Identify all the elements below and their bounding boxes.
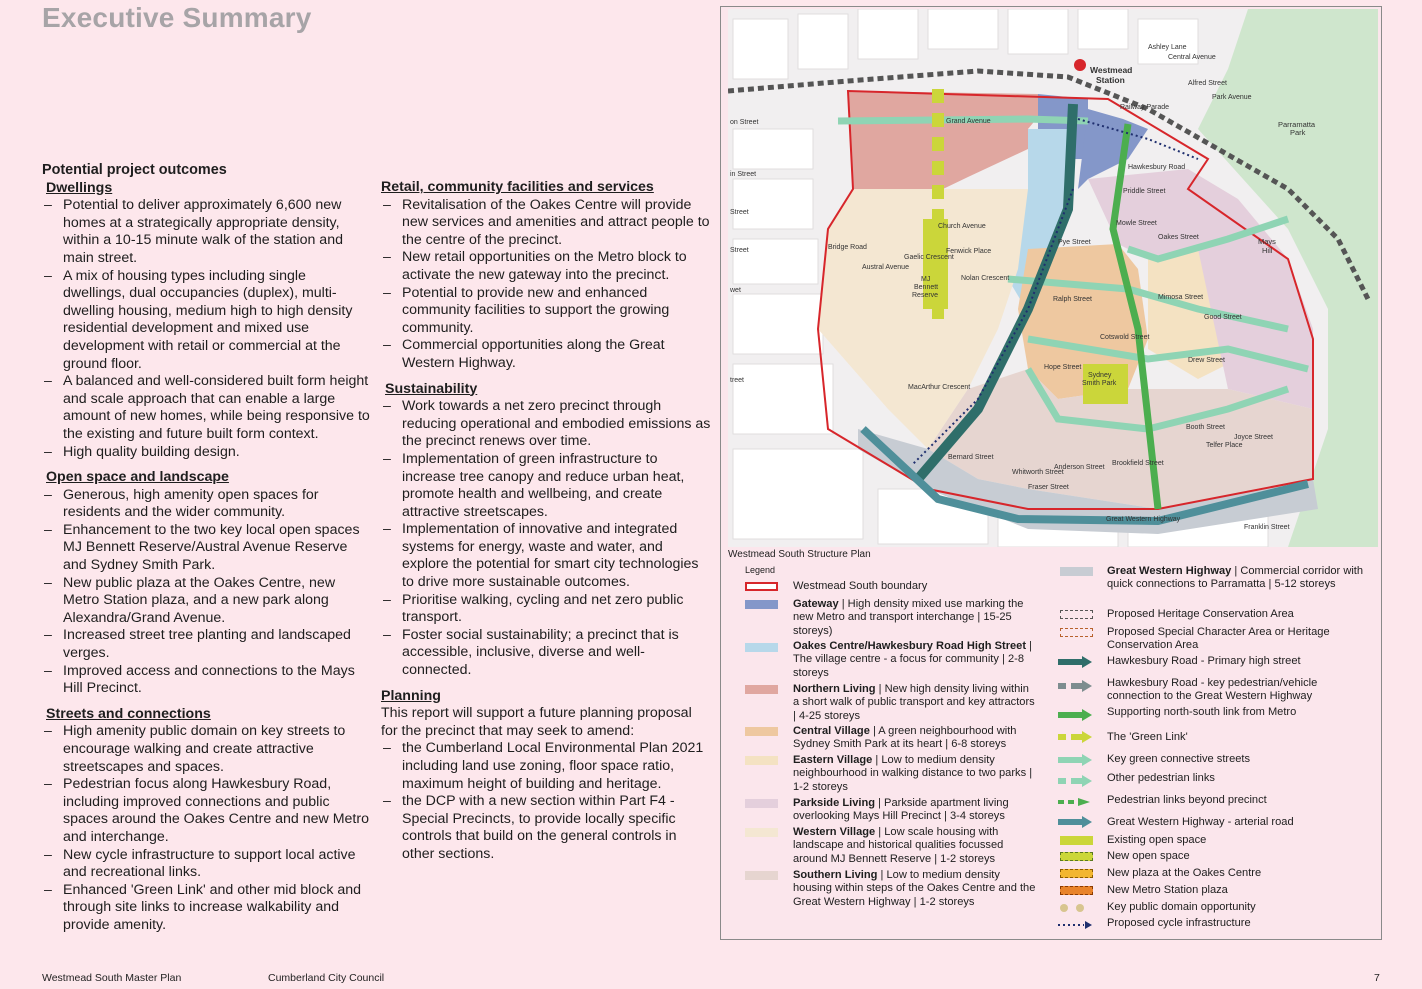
street-label: Fenwick Place — [946, 248, 992, 255]
street-label: Grand Avenue — [946, 118, 991, 125]
central-swatch — [745, 727, 778, 736]
street-label: Fraser Street — [1028, 484, 1069, 491]
streets-section — [42, 706, 372, 935]
map-svg — [728, 9, 1378, 547]
street-label: MacArthur Crescent — [908, 384, 971, 391]
street-label: Pye Street — [1058, 239, 1091, 246]
list-item: – A balanced and well-considered built form height and scale approach that can enable a large amount of new homes, while being responsive to the existing and future built form context. — [42, 373, 372, 443]
retail-list — [381, 197, 711, 373]
street-label: Good Street — [1204, 314, 1242, 321]
sustainability-heading: Sustainability — [385, 380, 478, 397]
park-label: Reserve — [912, 292, 939, 299]
park-label: Bennett — [914, 284, 939, 291]
legend-item: Hawkesbury Road - Primary high street — [1107, 655, 1301, 667]
southern-swatch — [745, 871, 778, 880]
list-item: – Foster social sustainability; a precinct that is accessible, inclusive, diverse and well-connected. — [381, 627, 711, 680]
street-label: treet — [730, 377, 745, 384]
street-label: Brookfield Street — [1112, 460, 1164, 467]
beyond-precinct-arrow-icon — [1058, 796, 1094, 808]
key-connection-arrow-icon — [1058, 680, 1094, 692]
street-label: Ralph Street — [1053, 296, 1092, 303]
list-item: – Pedestrian focus along Hawkesbury Road, including improved connections and public spaces around the Oakes Centre and new Metro and interchange. — [42, 776, 372, 846]
street-label: Priddle Street — [1123, 188, 1166, 195]
street-label: in Street — [730, 171, 757, 178]
park-label: Parramatta — [1278, 120, 1316, 129]
primary-street-arrow-icon — [1058, 656, 1094, 668]
planning-intro: This report will support a future planning proposal for the precinct that may seek to amend: — [381, 705, 692, 739]
street-label: Oakes Street — [1158, 234, 1199, 241]
legend-item: Western Village | Low scale housing with landscape and historical qualities focussed around MJ Bennett Reserve | 1-2 storeys — [793, 826, 1004, 865]
page-number: 7 — [1374, 972, 1380, 984]
street-label: Cotswold Street — [1100, 334, 1150, 341]
left-column — [42, 162, 372, 943]
street-label: Joyce Street — [1234, 434, 1273, 441]
dwellings-list — [42, 197, 372, 461]
list-item: – New public plaza at the Oakes Centre, new Metro Station plaza, and a new park along Alexandra/Grand Avenue. — [42, 575, 372, 628]
planning-section — [381, 688, 711, 864]
streets-heading: Streets and connections — [46, 705, 211, 722]
green-street-arrow-icon — [1058, 754, 1094, 766]
street-label: Booth Street — [1186, 424, 1225, 431]
street-label: Mimosa Street — [1158, 294, 1204, 301]
gwh-swatch — [1060, 567, 1093, 576]
arterial-road-arrow-icon — [1058, 816, 1094, 828]
street-label: Alfred Street — [1188, 80, 1227, 87]
legend-item: Oakes Centre/Hawkesbury Road High Street | The village centre - a focus for community | 2-8 storeys — [793, 640, 1033, 679]
legend-item: Proposed cycle infrastructure — [1107, 917, 1251, 929]
legend-item: Great Western Highway - arterial road — [1107, 816, 1294, 828]
legend-item: Proposed Special Character Area or Heritage Conservation Area — [1107, 626, 1330, 652]
list-item: – High amenity public domain on key streets to encourage walking and create attractive streetscapes and spaces. — [42, 723, 372, 776]
streets-list — [42, 723, 372, 934]
list-item: – the Cumberland Local Environmental Plan 2021 including land use zoning, floor space ratio, maximum height of building and heritage. — [381, 740, 711, 793]
street-label: Street — [730, 209, 749, 216]
street-label: Central Avenue — [1168, 54, 1216, 61]
street-label: Anderson Street — [1054, 464, 1105, 471]
north-south-arrow-icon — [1058, 709, 1094, 721]
list-item: – Revitalisation of the Oakes Centre will provide new services and amenities and attract people to the centre of the precinct. — [381, 197, 711, 250]
street-label: Great Western Highway — [1106, 516, 1181, 523]
suburb-label: Hill — [1262, 246, 1273, 255]
cycle-route-icon — [1058, 919, 1094, 931]
legend-item: Central Village | A green neighbourhood with Sydney Smith Park at its heart | 6-8 storeys — [793, 725, 1017, 751]
list-item: – Potential to provide new and enhanced community facilities to support the growing community. — [381, 285, 711, 338]
heritage-swatch — [1060, 610, 1093, 619]
list-item: – Generous, high amenity open spaces for residents and the wider community. — [42, 487, 372, 522]
street-label: Park Avenue — [1212, 94, 1252, 101]
legend-item: Supporting north-south link from Metro — [1107, 706, 1297, 718]
station-label: Westmead — [1090, 65, 1133, 75]
sustainability-list — [381, 398, 711, 680]
dwellings-heading: Dwellings — [46, 179, 113, 196]
legend-item: Key public domain opportunity — [1107, 901, 1256, 913]
park-label: MJ — [921, 276, 931, 283]
suburb-label: Mays — [1258, 237, 1276, 246]
green-link-arrow-icon — [1058, 731, 1094, 743]
legend-item: Eastern Village | Low to medium density neighbourhood in walking distance to two parks | 1-2 storeys — [793, 754, 1033, 793]
retail-section — [381, 179, 711, 373]
map-caption: Westmead South Structure Plan — [728, 549, 871, 560]
street-label: Whitworth Street — [1012, 469, 1064, 476]
street-label: on Street — [730, 119, 759, 126]
list-item: – New cycle infrastructure to support local active and recreational links. — [42, 847, 372, 882]
western-swatch — [745, 828, 778, 837]
eastern-swatch — [745, 756, 778, 765]
planning-heading: Planning — [381, 687, 441, 704]
legend-item: Hawkesbury Road - key pedestrian/vehicle connection to the Great Western Highway — [1107, 677, 1318, 703]
list-item: – Work towards a net zero precinct through reducing operational and embodied emissions as the precinct renews over time. — [381, 398, 711, 451]
street-label: Drew Street — [1188, 357, 1225, 364]
list-item: – Implementation of green infrastructure to increase tree canopy and reduce urban heat, promote health and wellbeing, and create attractive streetscapes. — [381, 451, 711, 521]
list-item: – Increased street tree planting and landscaped verges. — [42, 627, 372, 662]
street-label: Gaelic Crescent — [904, 254, 954, 261]
open-space-heading: Open space and landscape — [46, 469, 229, 486]
pedestrian-link-arrow-icon — [1058, 775, 1094, 787]
street-label: Franklin Street — [1244, 524, 1290, 531]
legend-item: New Metro Station plaza — [1107, 884, 1228, 896]
outcomes-heading: Potential project outcomes — [42, 162, 227, 178]
street-label: Austral Avenue — [862, 264, 909, 271]
street-label: Hope Street — [1044, 364, 1082, 371]
legend-item: Gateway | High density mixed use marking the new Metro and transport interchange | 15-25 storeys) — [793, 598, 1024, 637]
metro-plaza-swatch — [1060, 886, 1093, 895]
sustainability-section — [381, 381, 711, 680]
legend-item: Westmead South boundary — [793, 580, 928, 592]
list-item: – High quality building design. — [42, 444, 372, 462]
legend-item: Other pedestrian links — [1107, 772, 1215, 784]
list-item: – Potential to deliver approximately 6,600 new homes at a strategically appropriate density, within a 10-15 minute walk of the station and main street. — [42, 197, 372, 267]
retail-heading: Retail, community facilities and services — [381, 179, 654, 195]
park-label: Smith Park — [1082, 380, 1117, 387]
open-space-list — [42, 487, 372, 698]
legend-item: Existing open space — [1107, 834, 1207, 846]
northern-swatch — [745, 685, 778, 694]
legend-item: Proposed Heritage Conservation Area — [1107, 608, 1294, 620]
legend-item: New open space — [1107, 850, 1190, 862]
list-item: – Improved access and connections to the Mays Hill Precinct. — [42, 663, 372, 698]
list-item: – Enhancement to the two key local open spaces MJ Bennett Reserve/Austral Avenue Reserve and Sydney Smith Park. — [42, 522, 372, 575]
character-area-swatch — [1060, 628, 1093, 637]
new-open-space-swatch — [1060, 852, 1093, 861]
planning-list — [381, 740, 711, 863]
street-label: Nolan Crescent — [961, 275, 1010, 282]
footer-document-name: Westmead South Master Plan — [42, 972, 182, 984]
legend-item: Great Western Highway | Commercial corridor with quick connections to Parramatta | 5-12 storeys — [1107, 565, 1364, 591]
parkside-swatch — [745, 799, 778, 808]
street-label: Church Avenue — [938, 223, 986, 230]
footer-council-name: Cumberland City Council — [268, 972, 385, 984]
legend-item: New plaza at the Oakes Centre — [1107, 867, 1262, 879]
street-label: wet — [730, 287, 741, 294]
list-item: – Prioritise walking, cycling and net zero public transport. — [381, 592, 711, 627]
legend-item: Northern Living | New high density living within a short walk of public transport and key attractors | 4-25 storeys — [793, 683, 1035, 722]
street-label: Railway Parade — [1120, 104, 1170, 111]
station-label: Station — [1096, 75, 1125, 85]
legend-item: Parkside Living | Parkside apartment living overlooking Mays Hill Precinct | 3-4 storeys — [793, 797, 1009, 823]
middle-column — [381, 179, 711, 872]
street-label: Telfer Place — [1206, 442, 1243, 449]
open-space-section — [42, 469, 372, 698]
park-label: Park — [1290, 128, 1306, 137]
boundary-swatch — [745, 582, 778, 591]
legend-item: Pedestrian links beyond precinct — [1107, 794, 1267, 806]
list-item: – New retail opportunities on the Metro block to activate the new gateway into the precinct. — [381, 249, 711, 284]
oakes-plaza-swatch — [1060, 869, 1093, 878]
park-label: Sydney — [1088, 372, 1112, 379]
street-label: Hawkesbury Road — [1128, 164, 1186, 171]
gateway-swatch — [745, 600, 778, 609]
street-label: Bridge Road — [828, 244, 867, 251]
dwellings-section — [42, 180, 372, 462]
list-item: – Enhanced 'Green Link' and other mid block and through site links to increase walkability and provide amenity. — [42, 882, 372, 935]
legend-item: Southern Living | Low to medium density housing within steps of the Oakes Centre and the Great Western Highway | 1-2 storeys — [793, 869, 1036, 908]
legend-item: Key green connective streets — [1107, 753, 1251, 765]
existing-open-space-swatch — [1060, 836, 1093, 845]
street-label: Street — [730, 247, 749, 254]
list-item: – Commercial opportunities along the Great Western Highway. — [381, 337, 711, 372]
page-title: Executive Summary — [42, 2, 312, 33]
street-label: Mowle Street — [1116, 220, 1157, 227]
public-domain-dots-icon — [1058, 902, 1094, 914]
list-item: – Implementation of innovative and integrated systems for energy, waste and water, and explore the potential for smart city technologies to drive more sustainable outcomes. — [381, 521, 711, 591]
street-label: Ashley Lane — [1148, 44, 1187, 51]
structure-plan-map — [728, 9, 1378, 547]
list-item: – the DCP with a new section within Part F4 - Special Precincts, to provide locally specific controls that build on the general controls in other sections. — [381, 793, 711, 863]
street-label: Bernard Street — [948, 454, 994, 461]
legend-heading: Legend — [745, 565, 776, 575]
list-item: – A mix of housing types including single dwellings, dual occupancies (duplex), multi-dwelling housing, medium high to high density residential development and mixed use development with retail or commercial at the ground floor. — [42, 268, 372, 374]
station-icon — [1074, 59, 1086, 71]
legend-item: The 'Green Link' — [1107, 731, 1188, 743]
oakes-swatch — [745, 643, 778, 652]
